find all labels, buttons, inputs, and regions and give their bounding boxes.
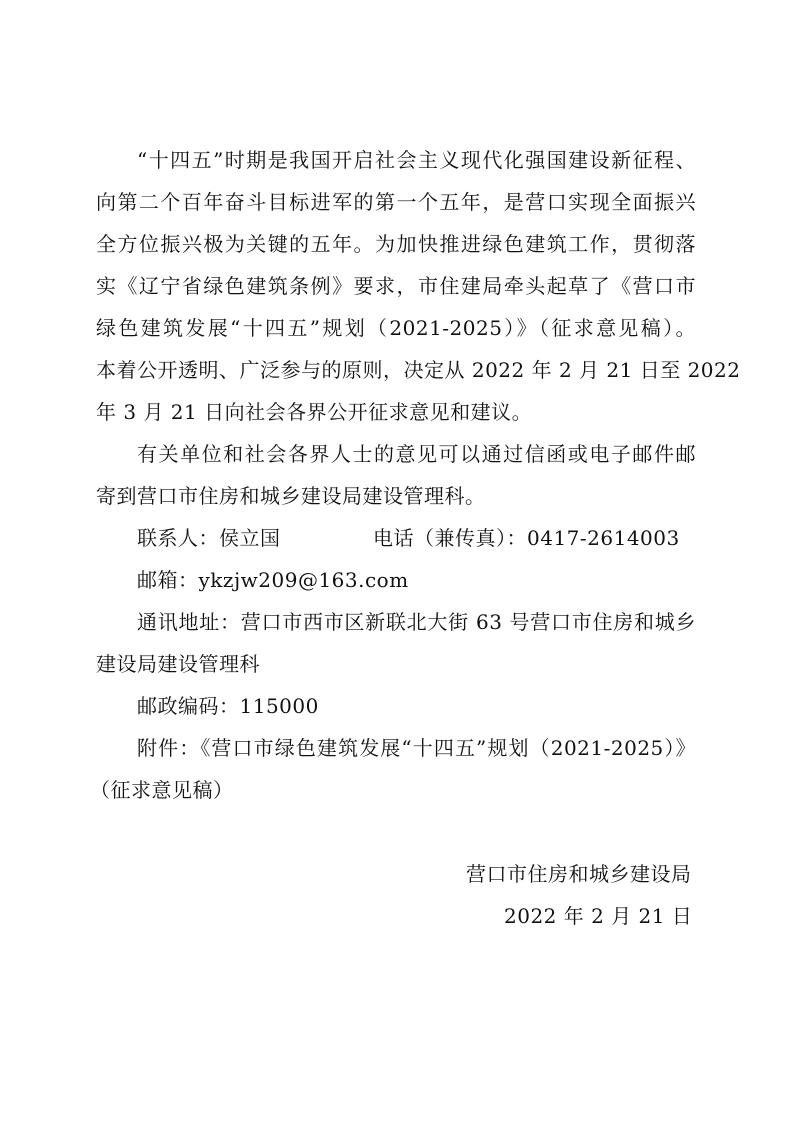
paragraph-1-line-1: “十四五”时期是我国开启社会主义现代化强国建设新征程、: [137, 148, 696, 172]
contact-phone: 电话（兼传真）：0417-2614003: [373, 526, 680, 550]
paragraph-1-line-7: 年 3 月 21 日向社会各界公开征求意见和建议。: [96, 400, 533, 424]
paragraph-1-line-3: 全方位振兴极为关键的五年。为加快推进绿色建筑工作，贯彻落: [96, 232, 696, 256]
contact-email: 邮箱：ykzjw209@163.com: [137, 568, 409, 592]
contact-postcode: 邮政编码：115000: [137, 694, 319, 718]
contact-person: 联系人：侯立国: [137, 526, 281, 550]
paragraph-1-line-5: 绿色建筑发展“十四五”规划（2021-2025）》（征求意见稿）。: [96, 316, 696, 340]
contact-line: [137, 525, 697, 551]
paragraph-1-line-4: 实《辽宁省绿色建筑条例》要求，市住建局牵头起草了《营口市: [96, 274, 696, 298]
signature-organization: 营口市住房和城乡建设局: [466, 862, 692, 886]
signature-date: 2022 年 2 月 21 日: [504, 904, 693, 928]
attachment-line-1: 附件：《营口市绿色建筑发展“十四五”规划（2021-2025）》: [137, 736, 696, 760]
paragraph-2-line-2: 寄到营口市住房和城乡建设局建设管理科。: [96, 484, 486, 508]
paragraph-1-line-2: 向第二个百年奋斗目标进军的第一个五年，是营口实现全面振兴: [96, 190, 696, 214]
contact-address-line-1: 通讯地址：营口市西市区新联北大街 63 号营口市住房和城乡: [137, 610, 696, 634]
paragraph-1-line-6: 本着公开透明、广泛参与的原则，决定从 2022 年 2 月 21 日至 2022: [96, 358, 741, 382]
contact-address-line-2: 建设局建设管理科: [96, 652, 260, 676]
paragraph-2-line-1: 有关单位和社会各界人士的意见可以通过信函或电子邮件邮: [137, 442, 696, 466]
attachment-line-2: （征求意见稿）: [90, 778, 234, 802]
